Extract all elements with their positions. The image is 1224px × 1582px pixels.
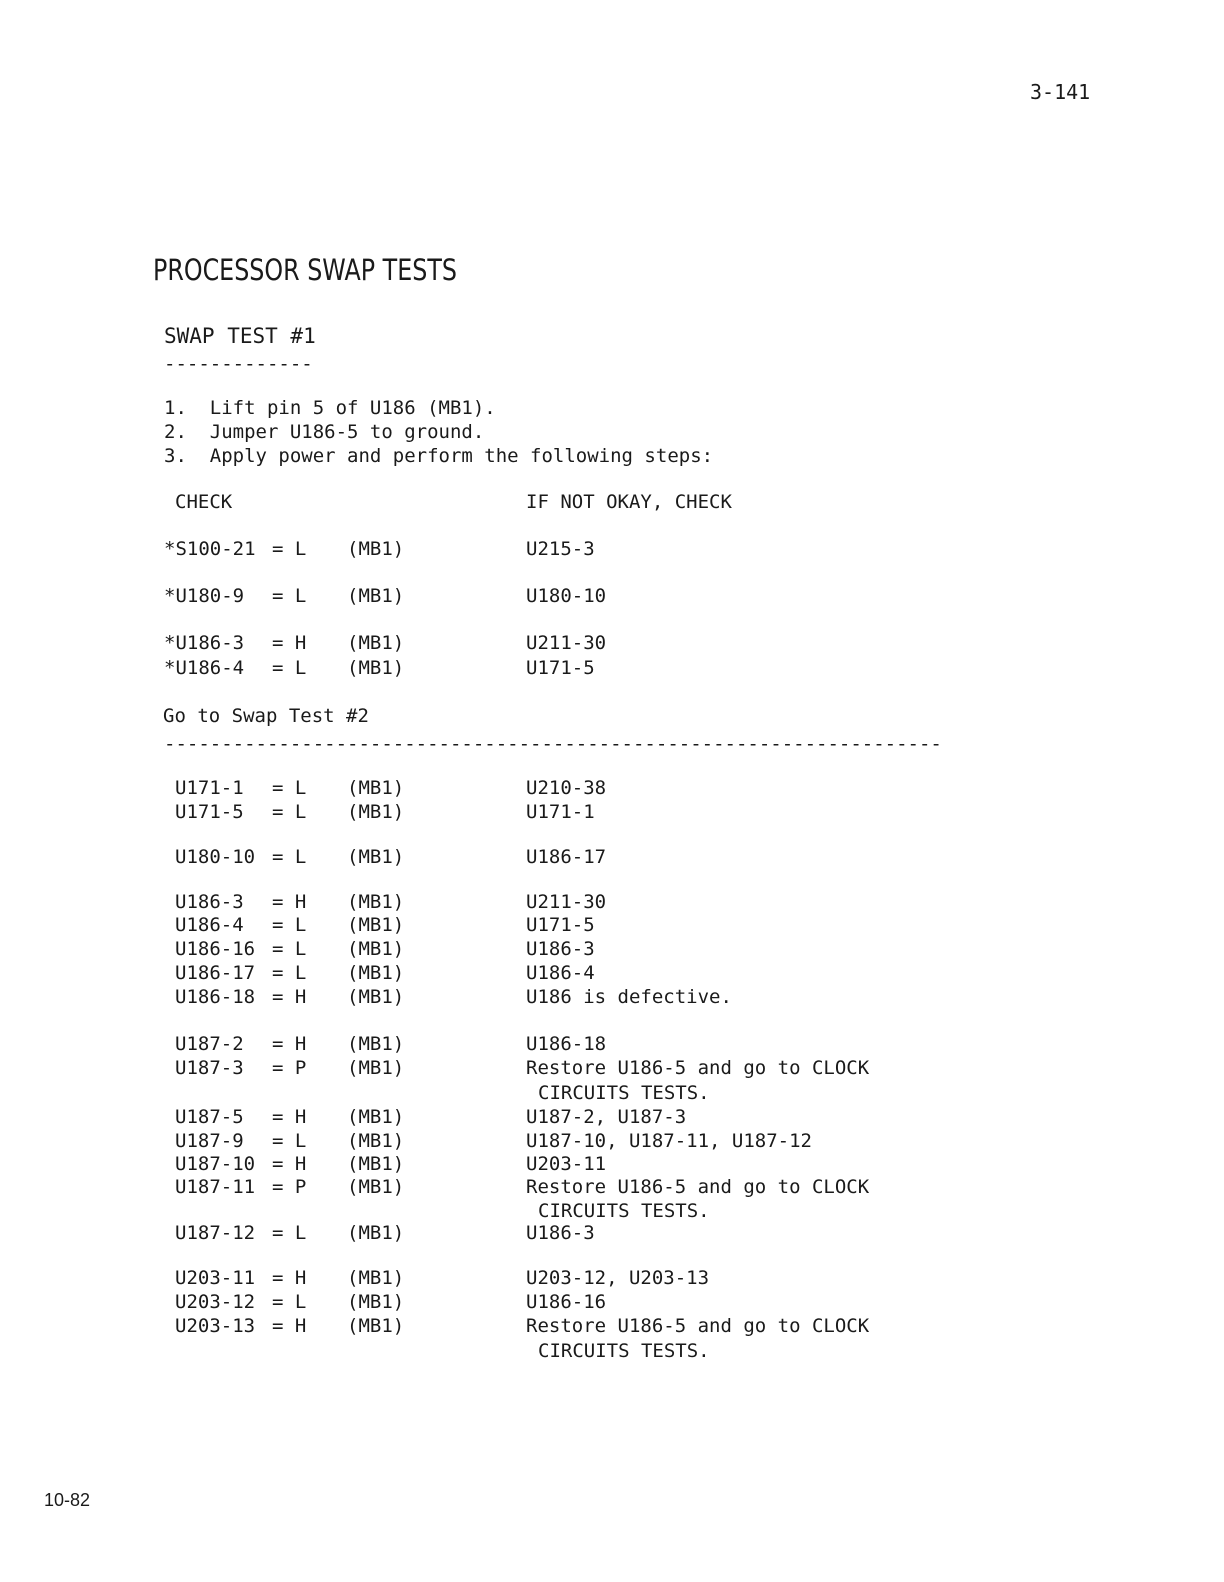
board-ref: (MB1) <box>347 962 405 984</box>
fallback-check: U186-18 <box>526 1033 607 1055</box>
fallback-check: U210-38 <box>526 777 607 799</box>
board-ref: (MB1) <box>347 1267 405 1289</box>
board-ref: (MB1) <box>347 891 405 913</box>
expected-level: = H <box>272 1106 307 1128</box>
fallback-check-continued: CIRCUITS TESTS. <box>538 1082 710 1104</box>
check-point: *U186-3 <box>164 632 245 654</box>
board-ref: (MB1) <box>347 1291 405 1313</box>
board-ref: (MB1) <box>347 585 405 607</box>
check-point: U186-4 <box>175 914 244 936</box>
fallback-check: Restore U186-5 and go to CLOCK <box>526 1176 870 1198</box>
board-ref: (MB1) <box>347 777 405 799</box>
expected-level: = L <box>272 938 307 960</box>
fallback-check: U211-30 <box>526 632 607 654</box>
board-ref: (MB1) <box>347 938 405 960</box>
check-point: U187-2 <box>175 1033 244 1055</box>
board-ref: (MB1) <box>347 1153 405 1175</box>
check-point: U203-13 <box>175 1315 256 1337</box>
step-item: 3. Apply power and perform the following steps: <box>164 445 714 467</box>
expected-level: = H <box>272 1315 307 1337</box>
board-ref: (MB1) <box>347 538 405 560</box>
fallback-check: U203-12, U203-13 <box>526 1267 710 1289</box>
expected-level: = H <box>272 632 307 654</box>
check-point: U186-17 <box>175 962 256 984</box>
expected-level: = L <box>272 1222 307 1244</box>
board-ref: (MB1) <box>347 1057 405 1079</box>
fallback-check: U186 is defective. <box>526 986 732 1008</box>
check-point: U203-11 <box>175 1267 256 1289</box>
board-ref: (MB1) <box>347 801 405 823</box>
fallback-check: U186-17 <box>526 846 607 868</box>
fallback-check: U171-5 <box>526 914 595 936</box>
expected-level: = L <box>272 962 307 984</box>
step-item: 1. Lift pin 5 of U186 (MB1). <box>164 397 496 419</box>
check-point: U180-10 <box>175 846 256 868</box>
expected-level: = L <box>272 538 307 560</box>
check-point: U187-10 <box>175 1153 256 1175</box>
fallback-check: Restore U186-5 and go to CLOCK <box>526 1057 870 1079</box>
expected-level: = L <box>272 914 307 936</box>
board-ref: (MB1) <box>347 632 405 654</box>
check-point: U186-18 <box>175 986 256 1008</box>
page-title: PROCESSOR SWAP TESTS <box>153 253 457 287</box>
check-point: U187-9 <box>175 1130 244 1152</box>
section-heading: SWAP TEST #1 <box>164 324 316 348</box>
fallback-check: U187-10, U187-11, U187-12 <box>526 1130 812 1152</box>
board-ref: (MB1) <box>347 1315 405 1337</box>
page-number: 3-141 <box>1030 80 1091 104</box>
board-ref: (MB1) <box>347 846 405 868</box>
expected-level: = H <box>272 1267 307 1289</box>
board-ref: (MB1) <box>347 1222 405 1244</box>
expected-level: = L <box>272 657 307 679</box>
expected-level: = L <box>272 777 307 799</box>
check-point: U171-1 <box>175 777 244 799</box>
check-point: U187-11 <box>175 1176 256 1198</box>
check-point: *U186-4 <box>164 657 245 679</box>
fallback-check: U186-16 <box>526 1291 607 1313</box>
fallback-check: Restore U186-5 and go to CLOCK <box>526 1315 870 1337</box>
board-ref: (MB1) <box>347 1176 405 1198</box>
fallback-check: U171-1 <box>526 801 595 823</box>
fallback-check: U203-11 <box>526 1153 607 1175</box>
check-point: *U180-9 <box>164 585 245 607</box>
fallback-check: U215-3 <box>526 538 595 560</box>
fallback-check: U186-4 <box>526 962 595 984</box>
board-ref: (MB1) <box>347 1130 405 1152</box>
fallback-check: U180-10 <box>526 585 607 607</box>
fallback-check-continued: CIRCUITS TESTS. <box>538 1200 710 1222</box>
heading-underline: ------------- <box>164 353 313 375</box>
fallback-check: U186-3 <box>526 1222 595 1244</box>
check-point: U203-12 <box>175 1291 256 1313</box>
expected-level: = L <box>272 1291 307 1313</box>
expected-level: = P <box>272 1176 307 1198</box>
expected-level: = H <box>272 1153 307 1175</box>
fallback-check: U186-3 <box>526 938 595 960</box>
check-point: U171-5 <box>175 801 244 823</box>
check-point: U187-3 <box>175 1057 244 1079</box>
check-point: U186-16 <box>175 938 256 960</box>
step-item: 2. Jumper U186-5 to ground. <box>164 421 485 443</box>
expected-level: = L <box>272 585 307 607</box>
fallback-check: U171-5 <box>526 657 595 679</box>
column-header-check: CHECK <box>175 491 233 513</box>
board-ref: (MB1) <box>347 1106 405 1128</box>
fallback-check: U211-30 <box>526 891 607 913</box>
expected-level: = L <box>272 801 307 823</box>
column-header-if-not-okay: IF NOT OKAY, CHECK <box>526 491 732 513</box>
fallback-check: U187-2, U187-3 <box>526 1106 687 1128</box>
expected-level: = L <box>272 846 307 868</box>
expected-level: = L <box>272 1130 307 1152</box>
check-point: U187-12 <box>175 1222 256 1244</box>
fallback-check-continued: CIRCUITS TESTS. <box>538 1340 710 1362</box>
expected-level: = H <box>272 986 307 1008</box>
section-divider: -------------------------------------------------------------------- <box>164 733 942 755</box>
board-ref: (MB1) <box>347 914 405 936</box>
check-point: U186-3 <box>175 891 244 913</box>
expected-level: = H <box>272 891 307 913</box>
board-ref: (MB1) <box>347 986 405 1008</box>
check-point: U187-5 <box>175 1106 244 1128</box>
check-point: *S100-21 <box>164 538 256 560</box>
page-footer-date: 10-82 <box>44 1490 91 1510</box>
board-ref: (MB1) <box>347 1033 405 1055</box>
goto-instruction: Go to Swap Test #2 <box>163 705 369 727</box>
expected-level: = P <box>272 1057 307 1079</box>
board-ref: (MB1) <box>347 657 405 679</box>
expected-level: = H <box>272 1033 307 1055</box>
